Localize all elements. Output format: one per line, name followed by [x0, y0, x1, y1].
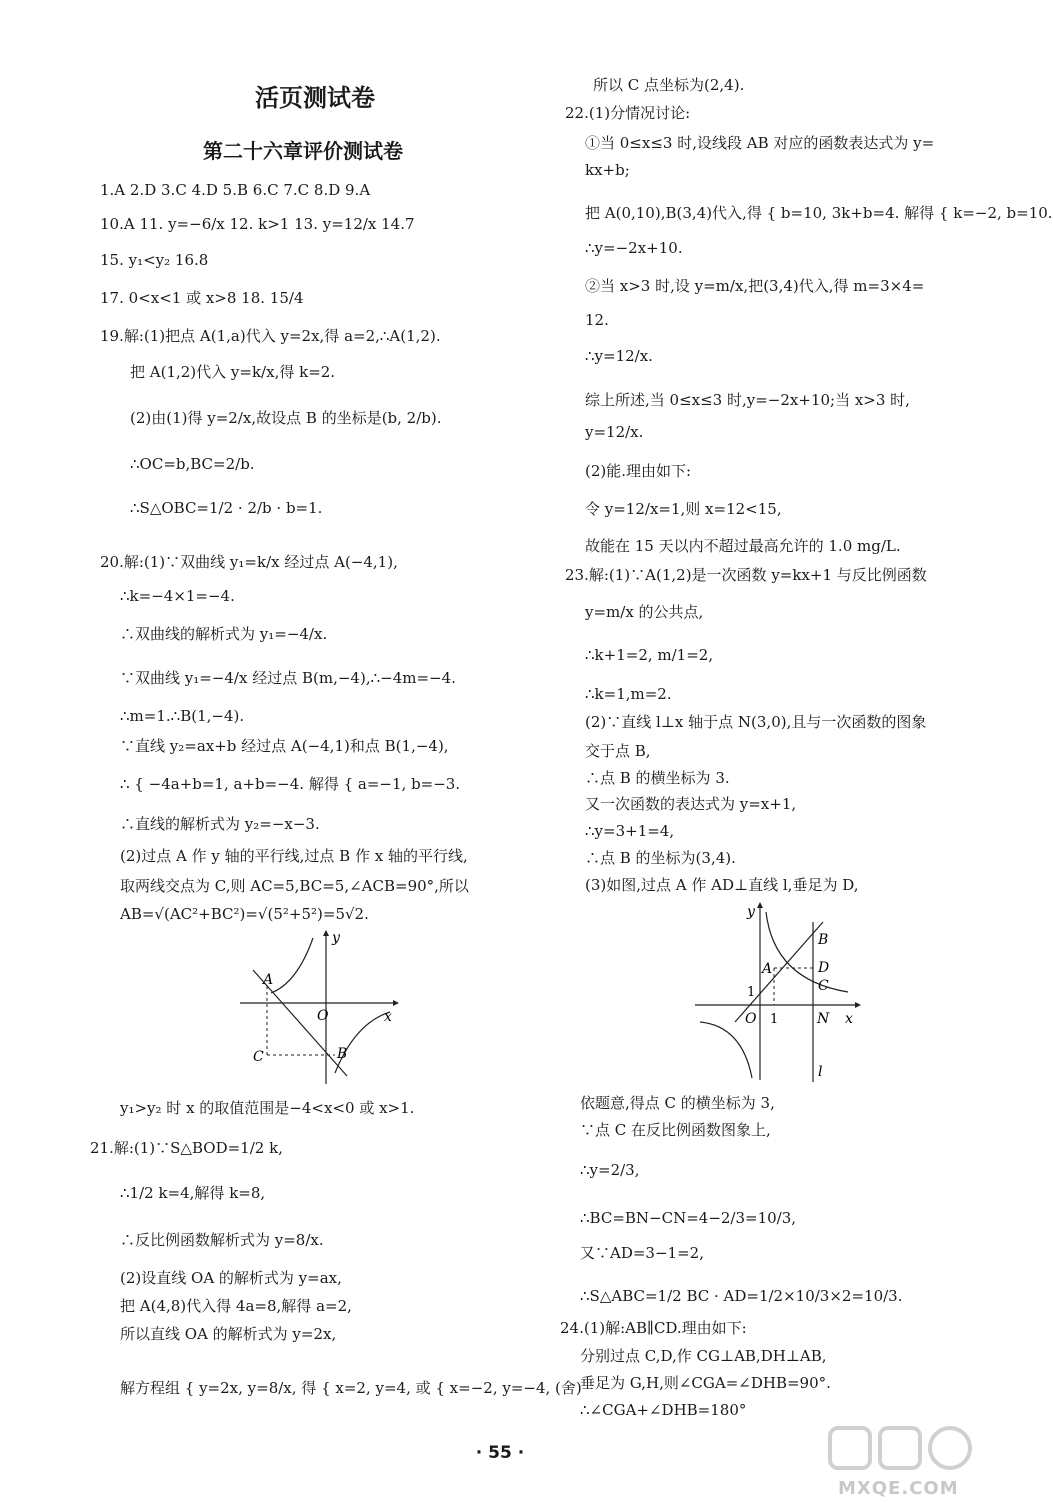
label-c: C	[818, 978, 829, 994]
hyperbola-figure	[235, 928, 400, 1086]
answer-line: 22.(1)分情况讨论:	[565, 104, 691, 122]
answer-line: ∴S△OBC=1/2 · 2/b · b=1.	[130, 499, 323, 517]
answer-line: ∴m=1.∴B(1,−4).	[120, 707, 245, 725]
label-b: B	[337, 1046, 348, 1062]
answer-line: ∴k=1,m=2.	[585, 685, 672, 703]
answer-line: 令 y=12/x=1,则 x=12<15,	[585, 500, 782, 518]
label-x: x	[384, 1009, 392, 1025]
label-o: O	[317, 1008, 329, 1024]
answer-line: ∴点 B 的横坐标为 3.	[585, 769, 730, 787]
answer-line: 24.(1)解:AB∥CD.理由如下:	[560, 1319, 747, 1337]
answer-line: ∴反比例函数解析式为 y=8/x.	[120, 1231, 324, 1249]
answer-line: 10.A 11. y=−6/x 12. k>1 13. y=12/x 14.7	[100, 215, 415, 233]
label-l: l	[818, 1064, 823, 1080]
page-number: · 55 ·	[475, 1443, 525, 1463]
answer-line: ∴k=−4×1=−4.	[120, 587, 235, 605]
x-axis-arrow	[855, 1002, 861, 1008]
answer-line: (2)能.理由如下:	[585, 462, 692, 480]
answer-line: 15. y₁<y₂ 16.8	[100, 251, 209, 269]
y-axis-arrow	[757, 902, 763, 908]
answer-line: ∴y=12/x.	[585, 347, 653, 365]
answer-line: ∴点 B 的坐标为(3,4).	[585, 849, 736, 867]
answer-line: ∵直线 y₂=ax+b 经过点 A(−4,1)和点 B(1,−4),	[120, 737, 449, 755]
answer-line: 依题意,得点 C 的横坐标为 3,	[580, 1094, 775, 1112]
answer-line: (2)过点 A 作 y 轴的平行线,过点 B 作 x 轴的平行线,	[120, 847, 468, 865]
answer-line: ①当 0≤x≤3 时,设线段 AB 对应的函数表达式为 y=	[585, 134, 935, 152]
label-n: N	[817, 1011, 830, 1027]
hyperbola-branch-lower-right	[335, 1012, 390, 1073]
watermark-text: MXQE.COM	[838, 1478, 959, 1499]
answer-line: 17. 0<x<1 或 x>8 18. 15/4	[100, 289, 304, 307]
answer-line: ∴∠CGA+∠DHB=180°	[580, 1401, 747, 1419]
label-d: D	[818, 960, 830, 976]
section-title: 活页测试卷	[255, 84, 375, 112]
label-a: A	[263, 972, 274, 988]
x-axis-arrow	[393, 1000, 399, 1006]
answer-line: 解方程组 { y=2x, y=8/x, 得 { x=2, y=4, 或 { x=−2, y=−4, (舍)	[120, 1379, 582, 1397]
function-figure	[690, 900, 865, 1085]
answer-line: ∴y=2/3,	[580, 1161, 640, 1179]
answer-line: (2)由(1)得 y=2/x,故设点 B 的坐标是(b, 2/b).	[130, 409, 442, 427]
answer-line: 综上所述,当 0≤x≤3 时,y=−2x+10;当 x>3 时,	[585, 391, 910, 409]
answer-line: 把 A(1,2)代入 y=k/x,得 k=2.	[130, 363, 336, 381]
answer-line: 交于点 B,	[585, 742, 651, 760]
chapter-title: 第二十六章评价测试卷	[203, 139, 403, 163]
answer-line: ∴S△ABC=1/2 BC · AD=1/2×10/3×2=10/3.	[580, 1287, 903, 1305]
answer-line: y₁>y₂ 时 x 的取值范围是−4<x<0 或 x>1.	[120, 1099, 415, 1117]
answer-line: (3)如图,过点 A 作 AD⊥直线 l,垂足为 D,	[585, 876, 859, 894]
line-y-equals-x-plus-1	[735, 922, 823, 1022]
answer-line: ∵点 C 在反比例函数图象上,	[580, 1121, 771, 1139]
answer-line: ∴直线的解析式为 y₂=−x−3.	[120, 815, 320, 833]
answer-line: ∵双曲线 y₁=−4/x 经过点 B(m,−4),∴−4m=−4.	[120, 669, 456, 687]
hyperbola-branch-third-quadrant	[700, 1022, 752, 1078]
answer-line: AB=√(AC²+BC²)=√(5²+5²)=5√2.	[120, 905, 369, 923]
label-b: B	[818, 932, 829, 948]
hyperbola-branch-first-quadrant	[766, 912, 848, 992]
label-a: A	[762, 961, 773, 977]
label-o: O	[745, 1011, 757, 1027]
answer-line: 垂足为 G,H,则∠CGA=∠DHB=90°.	[580, 1374, 831, 1392]
answer-line: 分别过点 C,D,作 CG⊥AB,DH⊥AB,	[580, 1347, 827, 1365]
answer-line: ∴BC=BN−CN=4−2/3=10/3,	[580, 1209, 797, 1227]
answer-line: 23.解:(1)∵A(1,2)是一次函数 y=kx+1 与反比例函数	[565, 566, 927, 584]
label-y: y	[332, 930, 340, 946]
answer-line: 12.	[585, 311, 609, 329]
answer-line: 所以 C 点坐标为(2,4).	[593, 76, 745, 94]
answer-line: 把 A(4,8)代入得 4a=8,解得 a=2,	[120, 1297, 352, 1315]
answer-line: 21.解:(1)∵S△BOD=1/2 k,	[90, 1139, 283, 1157]
answer-line: ∴1/2 k=4,解得 k=8,	[120, 1184, 266, 1202]
answer-line: y=m/x 的公共点,	[585, 603, 704, 621]
label-one-y: 1	[747, 985, 756, 1000]
answer-line: ∴y=−2x+10.	[585, 239, 683, 257]
answer-line: 20.解:(1)∵双曲线 y₁=k/x 经过点 A(−4,1),	[100, 553, 398, 571]
answer-line: 故能在 15 天以内不超过最高允许的 1.0 mg/L.	[585, 537, 901, 555]
label-one-x: 1	[770, 1012, 779, 1027]
answer-line: 取两线交点为 C,则 AC=5,BC=5,∠ACB=90°,所以	[120, 877, 469, 895]
answer-line: 又∵AD=3−1=2,	[580, 1244, 704, 1262]
answer-line: ∴双曲线的解析式为 y₁=−4/x.	[120, 625, 328, 643]
hyperbola-branch-upper-left	[271, 938, 313, 993]
label-c: C	[253, 1049, 264, 1065]
answer-line: ∴OC=b,BC=2/b.	[130, 455, 255, 473]
answer-line: 又一次函数的表达式为 y=x+1,	[585, 795, 797, 813]
answer-line: 19.解:(1)把点 A(1,a)代入 y=2x,得 a=2,∴A(1,2).	[100, 327, 441, 345]
answer-line: (2)∵直线 l⊥x 轴于点 N(3,0),且与一次函数的图象	[585, 713, 927, 731]
answer-line: kx+b;	[585, 161, 630, 179]
answer-line: (2)设直线 OA 的解析式为 y=ax,	[120, 1269, 342, 1287]
answer-line: 1.A 2.D 3.C 4.D 5.B 6.C 7.C 8.D 9.A	[100, 181, 371, 199]
label-y: y	[747, 904, 755, 920]
y-axis-arrow	[323, 930, 329, 936]
label-x: x	[845, 1011, 853, 1027]
answer-line: 所以直线 OA 的解析式为 y=2x,	[120, 1325, 337, 1343]
answer-line: ②当 x>3 时,设 y=m/x,把(3,4)代入,得 m=3×4=	[585, 277, 925, 295]
answer-line: ∴y=3+1=4,	[585, 822, 675, 840]
answer-line: 把 A(0,10),B(3,4)代入,得 { b=10, 3k+b=4. 解得 { k=−2, b=10.	[585, 204, 1053, 222]
answer-line: ∴ { −4a+b=1, a+b=−4. 解得 { a=−1, b=−3.	[120, 775, 461, 793]
answer-line: ∴k+1=2, m/1=2,	[585, 646, 714, 664]
answer-line: y=12/x.	[585, 423, 644, 441]
